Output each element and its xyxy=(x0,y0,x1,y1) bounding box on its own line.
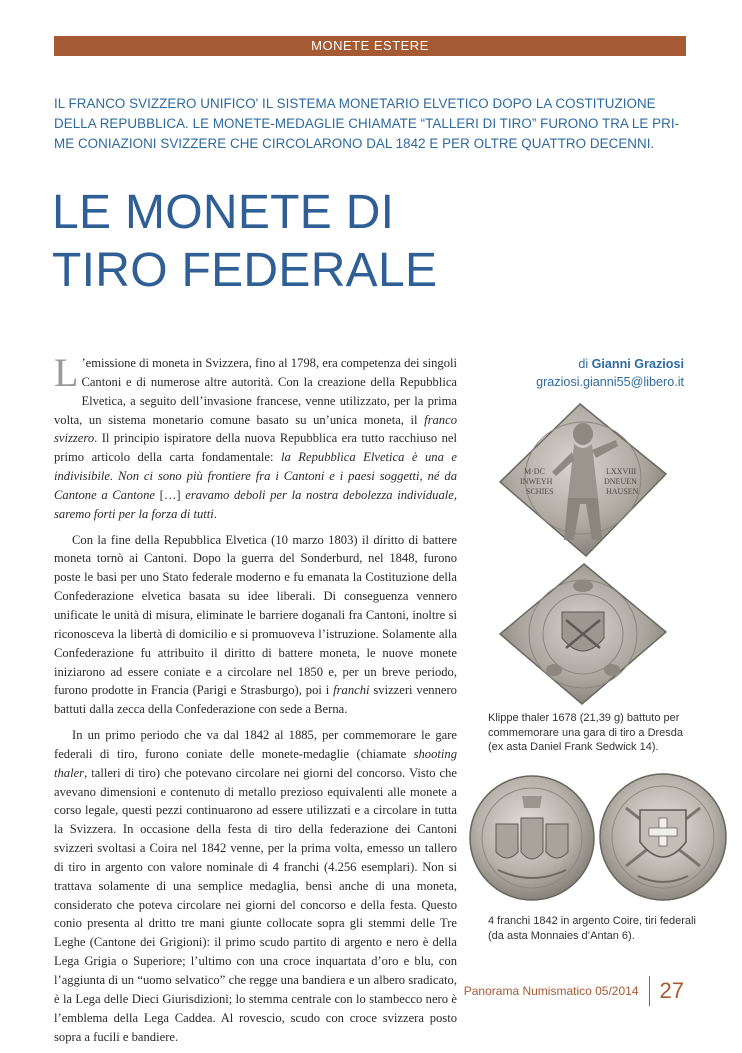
section-header: MONETE ESTERE xyxy=(54,36,686,56)
klippe-thaler-obverse-image xyxy=(494,400,670,560)
coin-legend: DNEUEN xyxy=(604,477,637,486)
page-footer xyxy=(464,976,684,1006)
footer-divider xyxy=(649,976,650,1006)
article-body xyxy=(54,350,457,1053)
four-franc-reverse-image xyxy=(598,772,728,902)
paragraph-2 xyxy=(54,531,457,719)
paragraph-3 xyxy=(54,726,457,1046)
text-run: In un primo periodo che va dal 1842 al 1885, per commemorare le gare federali di tiro, furono coniate delle monete-medaglie (chiamate xyxy=(54,728,457,761)
text-italic: la Repubblica Elvetica è una e indivisibile. Non ci sono più frontiere fra i Cantoni e i paesi soggetti, né da Cantone a Cantone xyxy=(54,450,457,502)
text-italic: franco svizzero xyxy=(54,412,457,446)
author-email[interactable]: graziosi.gianni55@libero.it xyxy=(536,375,684,389)
text-run: ’emissione di moneta in Svizzera, fino al 1798, era competenza dei singoli Cantoni e di numerose altre autorità. Con la creazione della Repubblica Elvetica, a seguito dell’invasione francese, venne utilizzato, per la prima volta, un sistema monetario comune basato su un’unica moneta, il xyxy=(54,356,457,427)
author-name: Gianni Graziosi xyxy=(591,357,684,371)
author-line xyxy=(536,355,684,373)
coin-legend: LXXVIII xyxy=(606,467,637,476)
text-run: svizzeri vennero battuti dalla zecca della Confederazione con sede a Berna. xyxy=(54,683,457,717)
title-line-1: LE MONETE DI xyxy=(52,186,395,239)
coin-legend: HAUSEN xyxy=(606,487,639,496)
byline xyxy=(536,355,684,391)
text-run: Con la fine della Repubblica Elvetica (10 marzo 1803) il diritto di battere moneta tornò ai Cantoni. Dopo la guerra del Sonderburd, nel 1848, furono poste le basi per uno Stato federale moderno e fu emanata la Costituzione della Confederazione elvetica basata su idee liberali. Di conseguenza vennero unificate le unità di misura, eliminate le barriere doganali fra Cantoni, inoltre si riconosceva la libertà di domicilio e si promuoveva l’istruzione. Solamente alla Confederazione fu attribuito il diritto di battere moneta, le nuove monete iniziarono ad essere coniate e a circolare nel 1850 e, per un breve periodo, furono prodotte in Francia (Parigi e Strasburgo), poi i xyxy=(54,532,457,698)
intro-paragraph xyxy=(54,94,690,154)
drop-cap: L xyxy=(54,350,79,395)
text-italic: shooting thaler xyxy=(54,746,457,780)
article-title xyxy=(52,184,692,300)
intro-line: DELLA REPUBBLICA. LE MONETE-MEDAGLIE CHIAMATE “TALLERI DI TIRO” FURONO TRA LE PRI- xyxy=(54,116,680,131)
title-line-2: TIRO FEDERALE xyxy=(52,244,438,297)
coin-legend: INWEYH xyxy=(520,477,553,486)
text-italic: eravamo deboli per la nostra debolezza individuale, saremo forti per la forza di tutti xyxy=(54,487,457,521)
paragraph-1 xyxy=(54,350,457,524)
text-run: . Il principio ispiratore della nuova Repubblica era tutto racchiuso nel primo articolo della carta fondamentale: xyxy=(54,431,457,465)
page-number: 27 xyxy=(659,978,684,1003)
text-run: . xyxy=(213,506,217,521)
text-run: […] xyxy=(154,487,186,502)
coin-legend: M·DC xyxy=(524,467,545,476)
coin-legend: SCHIES xyxy=(526,487,554,496)
intro-line: IL FRANCO SVIZZERO UNIFICO' IL SISTEMA MONETARIO ELVETICO DOPO LA COSTITUZIONE xyxy=(54,96,656,111)
text-run: , talleri di tiro) che potevano circolare nei giorni del concorso. Visto che avevano dimensioni e contenuto di metallo prezioso equivalenti alle monete a corso legale, questi pezzi continuarono ad essere utilizzati e a circolare in tutta la Svizzera. In occasione della festa di tiro della federazione dei Cantoni svizzeri svoltasi a Coira nel 1842 venne, per la prima volta, emesso un tallero di tiro in argento con valore nominale di 4 franchi (4.256 esemplari). Non si trattava solamente di una semplice medaglia, bensì anche di una moneta, considerato che poteva circolare nei giorni del concorso e della festa. Questo conio presenta al dritto tre mani giunte collocate sopra gli stemmi delle Tre Leghe (Cantone dei Grigioni): il primo scudo partito di argento e nero è della Lega Grigia o Superiore; l’ultimo con una croce inquartata d’oro e blu, con l’aggiunta di un “uomo selvatico” che regge una bandiera e un albero sradicato, è la Lega delle Dieci Giurisdizioni; lo stemma centrale con lo stambecco nero è l’emblema della Lega Caddea. Al rovescio, scudo con croce svizzera posto sopra a fucili e bandiere. xyxy=(54,765,457,1044)
caption-four-franc: 4 franchi 1842 in argento Coire, tiri federali (da asta Monnaies d’Antan 6). xyxy=(488,915,696,942)
caption-klippe-thaler: Klippe thaler 1678 (21,39 g) battuto per commemorare una gara di tiro a Dresda (ex asta Daniel Frank Sedwick 14). xyxy=(488,712,684,754)
magazine-name: Panorama Numismatico 05/2014 xyxy=(463,984,639,998)
klippe-thaler-reverse-image xyxy=(494,560,670,708)
text-italic: franchi xyxy=(333,683,370,698)
four-franc-obverse-image xyxy=(468,774,596,902)
intro-line: ME CONIAZIONI SVIZZERE CHE CIRCOLARONO DAL 1842 E PER OLTRE QUATTRO DECENNI. xyxy=(54,136,655,151)
byline-prefix: di xyxy=(578,357,589,371)
